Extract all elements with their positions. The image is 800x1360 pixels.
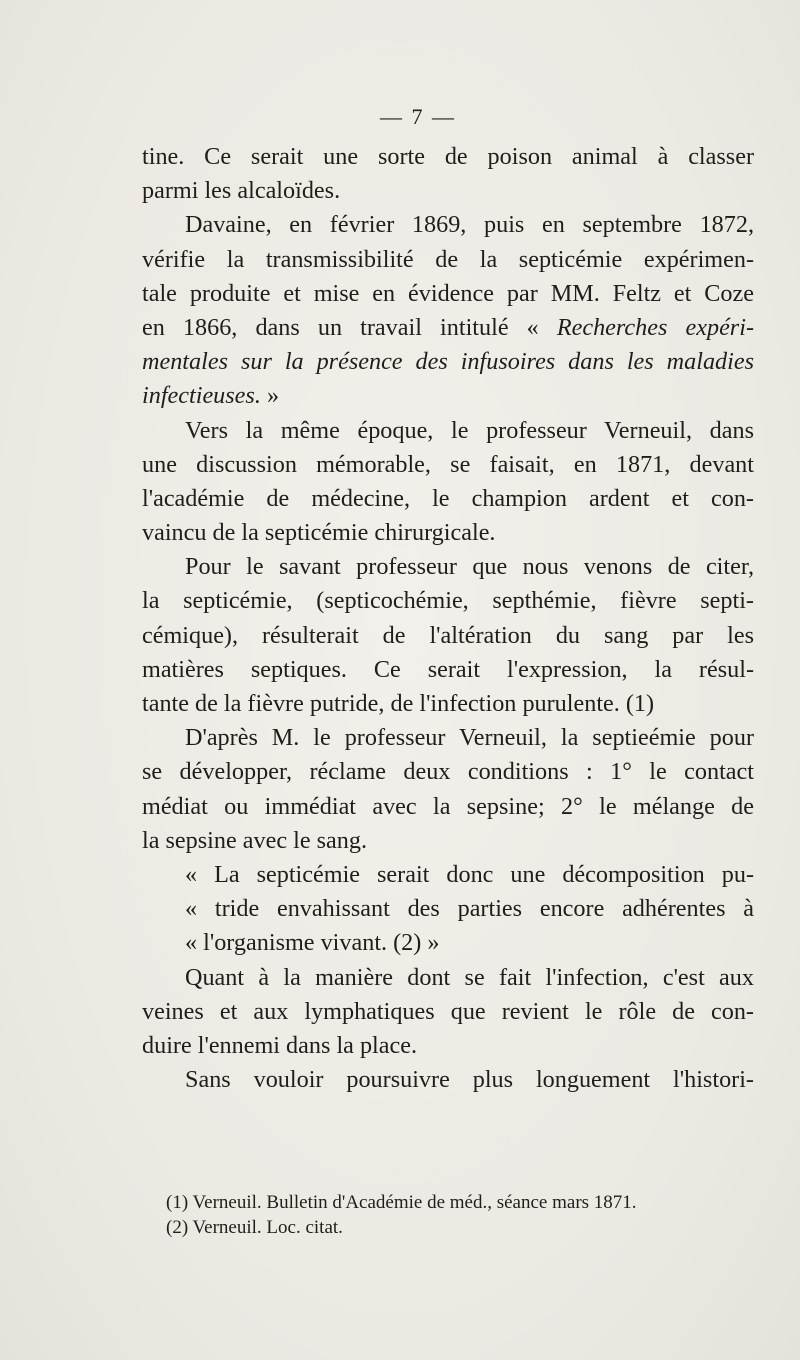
footnote: (1) Verneuil. Bulletin d'Académie de méd., séance mars 1871. <box>166 1192 637 1213</box>
text-line-content: tante de la fièvre putride, de l'infection purulente. (1) <box>142 690 655 717</box>
italic-title: mentales sur la présence des infusoires dans les maladies <box>142 348 754 376</box>
text-line <box>142 448 754 482</box>
text-line <box>142 516 754 550</box>
text-line-tail: » <box>260 382 280 410</box>
body-text <box>142 140 754 1097</box>
text-line <box>142 482 754 516</box>
footnote: (2) Verneuil. Loc. citat. <box>166 1217 343 1238</box>
text-line <box>142 1029 754 1063</box>
text-line <box>142 345 754 379</box>
page-number: — 7 — <box>380 104 456 129</box>
text-line <box>142 961 754 995</box>
text-line-content: tine. Ce serait une sorte de poison animal à classer <box>142 143 754 170</box>
text-line-content: D'après M. le professeur Verneuil, la septieémie pour <box>185 724 754 752</box>
text-line-content: parmi les alcaloïdes. <box>142 177 341 205</box>
text-line-content: matières septiques. Ce serait l'expression, la résul- <box>142 655 754 683</box>
text-line <box>142 858 754 892</box>
text-line-content: Davaine, en février 1869, puis en septembre 1872, <box>185 211 754 239</box>
text-line <box>142 550 754 584</box>
text-line <box>142 243 754 277</box>
text-line <box>142 619 754 653</box>
text-line <box>142 824 754 858</box>
text-line-content: veines et aux lymphatiques que revient le rôle de con- <box>142 997 754 1025</box>
text-line-content: Sans vouloir poursuivre plus longuement l'histori- <box>185 1066 754 1094</box>
text-line <box>142 414 754 448</box>
text-line <box>142 892 754 926</box>
text-line-content: médiat ou immédiat avec la sepsine; 2° le mélange de <box>142 792 754 820</box>
text-line-content: « tride envahissant des parties encore adhérentes à <box>185 895 754 923</box>
text-line <box>142 277 754 311</box>
text-line-content: Vers la même époque, le professeur Verneuil, dans <box>185 416 754 444</box>
text-line-content: la septicémie, (septicochémie, septhémie, fièvre septi- <box>142 587 754 615</box>
text-line-content: tale produite et mise en évidence par MM. Feltz et Coze <box>142 279 754 307</box>
text-line-content: « La septicémie serait donc une décomposition pu- <box>185 860 754 888</box>
text-line-content: vérifie la transmissibilité de la septicémie expérimen- <box>142 245 754 273</box>
text-line <box>142 174 754 208</box>
text-line-content: vaincu de la septicémie chirurgicale. <box>142 519 496 547</box>
text-line <box>142 995 754 1029</box>
text-line-content: Pour le savant professeur que nous venons de citer, <box>185 553 754 581</box>
text-line <box>142 311 754 345</box>
text-line-content: l'académie de médecine, le champion ardent et con- <box>142 484 754 512</box>
text-line-content: cémique), résulterait de l'altération du sang par les <box>142 621 754 649</box>
text-line <box>142 653 754 687</box>
text-line <box>142 790 754 824</box>
text-line-content: la sepsine avec le sang. <box>142 826 367 854</box>
italic-title: Recherches expéri- <box>556 313 754 341</box>
text-line <box>142 584 754 618</box>
text-line-content: duire l'ennemi dans la place. <box>142 1031 418 1059</box>
text-line-content: « l'organisme vivant. (2) » <box>185 929 440 957</box>
text-line <box>142 140 754 174</box>
text-line <box>142 926 754 960</box>
text-line <box>142 1063 754 1097</box>
text-line-content: Quant à la manière dont se fait l'infection, c'est aux <box>185 963 754 991</box>
italic-title: infectieuses. <box>142 382 261 410</box>
text-line <box>142 687 754 721</box>
text-line <box>142 379 754 413</box>
text-line <box>142 208 754 242</box>
text-line-content: une discussion mémorable, se faisait, en 1871, devant <box>142 450 754 478</box>
text-line-content: se développer, réclame deux conditions : 1° le contact <box>142 758 754 786</box>
text-line <box>142 755 754 789</box>
footnotes <box>142 1190 754 1240</box>
text-line <box>142 721 754 755</box>
text-line-content: en 1866, dans un travail intitulé « <box>142 313 557 341</box>
